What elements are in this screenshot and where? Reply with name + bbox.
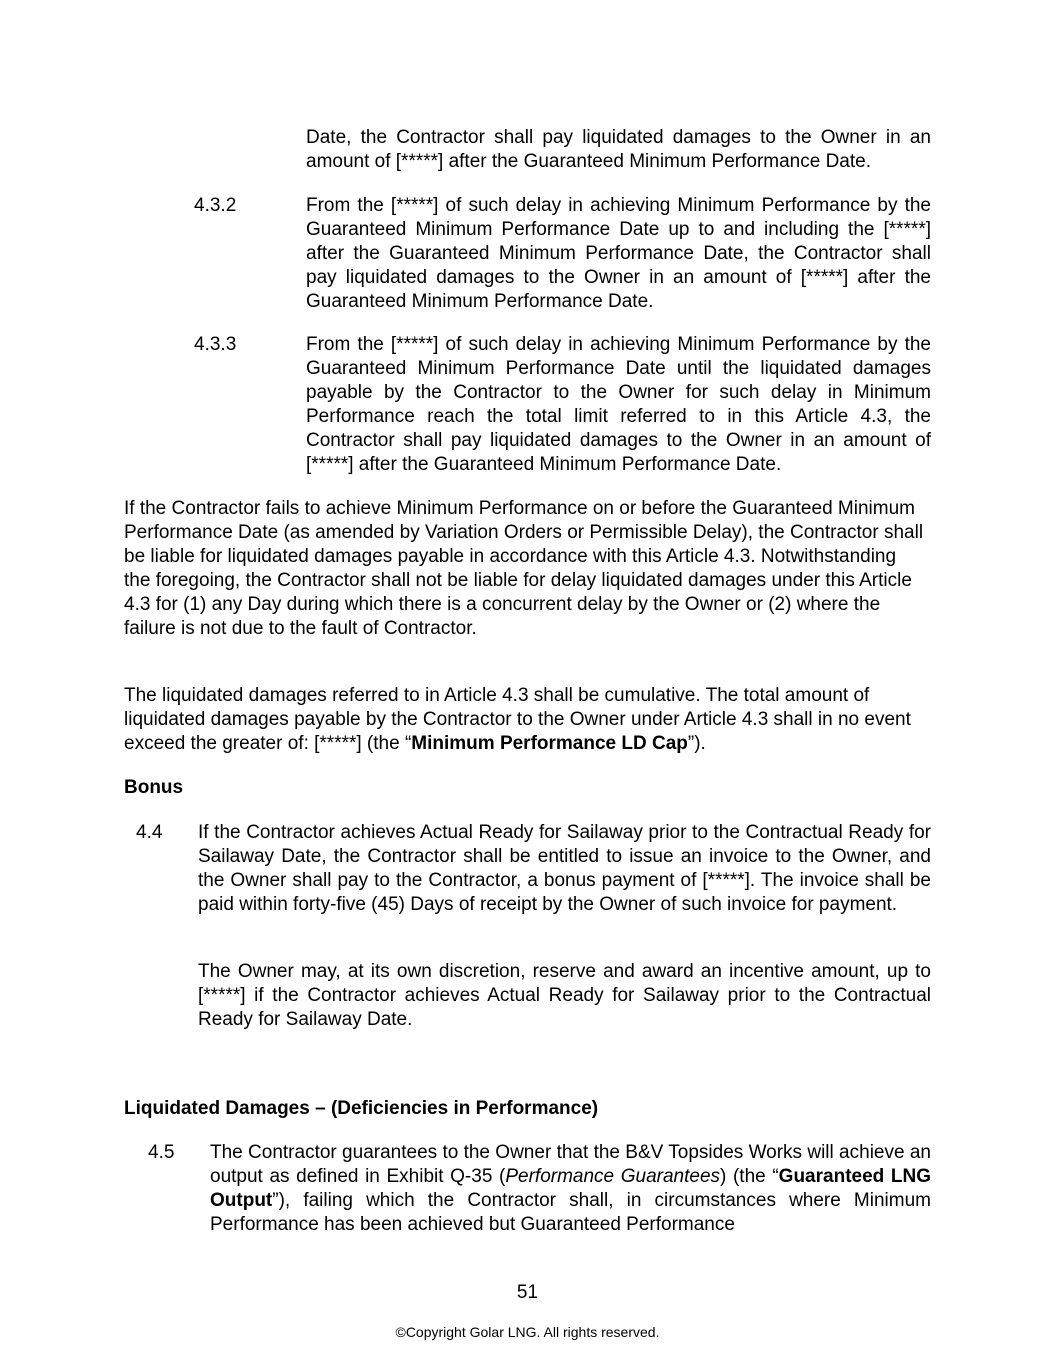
section-heading-ld-performance: Liquidated Damages – (Deficiencies in Performance) <box>124 1098 599 1119</box>
paragraph-failure: If the Contractor fails to achieve Minimum Performance on or before the Guaranteed Minimum Performance Date (as amended by Variation Orders or Permissible Delay), the Contractor shall be liable for liquidated damages payable in accordance with this Article 4.3. Notwithstanding the foregoing, the Contractor shall not be liable for delay liquidated damages under this Article 4.3 for (1) any Day during which there is a concurrent delay by the Owner or (2) where the failure is not due to the fault of Contractor. <box>124 498 924 639</box>
clause-4-5-text <box>210 1141 931 1237</box>
clause-number: 4.4 <box>136 822 163 843</box>
section-heading-bonus: Bonus <box>124 777 184 798</box>
clause-4-3-2-text: From the [*****] of such delay in achieving Minimum Performance by the Guaranteed Minimum Performance Date up to and including the [*****] after the Guaranteed Minimum Performance Date, the Contractor shall pay liquidated damages to the Owner in an amount of [*****] after the Guaranteed Minimum Performance Date. <box>306 195 931 312</box>
ld-cap-defined-term: Minimum Performance LD Cap <box>411 733 688 754</box>
guaranteed-lng-output-term: Guaranteed LNG Output <box>210 1166 931 1211</box>
ld-cap-text-after: ”). <box>687 733 706 754</box>
paragraph-ld-cap <box>124 684 934 756</box>
clause-4-3-3-text: From the [*****] of such delay in achieving Minimum Performance by the Guaranteed Minimum Performance Date until the liquidated damages payable by the Contractor to the Owner for such delay in Minimum Performance reach the total limit referred to in this Article 4.3, the Contractor shall pay liquidated damages to the Owner in an amount of [*****] after the Guaranteed Minimum Performance Date. <box>306 334 931 475</box>
clause-4-4-incentive-text: The Owner may, at its own discretion, reserve and award an incentive amount, up to [*****] if the Contractor achieves Actual Ready for Sailaway prior to the Contractual Ready for Sailaway Date. <box>198 961 931 1030</box>
clause-4-5-part1: The Contractor guarantees to the Owner that the B&V Topsides Works will achieve an output as defined in Exhibit Q-35 ( <box>210 1142 931 1187</box>
clause-number: 4.5 <box>148 1142 175 1163</box>
clause-4-4-text: If the Contractor achieves Actual Ready for Sailaway prior to the Contractual Ready for Sailaway Date, the Contractor shall be entitled to issue an invoice to the Owner, and the Owner shall pay to the Contractor, a bonus payment of [*****]. The invoice shall be paid within forty-five (45) Days of receipt by the Owner of such invoice for payment. <box>198 822 931 915</box>
clause-number: 4.3.2 <box>194 195 237 216</box>
page-number: 51 <box>516 1282 539 1303</box>
clause-4-5-part2: ) (the “ <box>720 1166 779 1187</box>
clause-4-5-part3: ”), failing which the Contractor shall, in circumstances where Minimum Performance has been achieved but Guaranteed Performance <box>210 1190 931 1235</box>
clause-number: 4.3.3 <box>194 334 237 355</box>
paragraph-continuation: Date, the Contractor shall pay liquidated damages to the Owner in an amount of [*****] after the Guaranteed Minimum Performance Date. <box>306 127 931 172</box>
ld-cap-text-before: The liquidated damages referred to in Article 4.3 shall be cumulative. The total amount of liquidated damages payable by the Contractor to the Owner under Article 4.3 shall in no event exceed the greater of: [*****] (the “ <box>124 685 911 754</box>
copyright-footer: ©Copyright Golar LNG. All rights reserved. <box>395 1324 660 1340</box>
performance-guarantees-term: Performance Guarantees <box>505 1166 721 1187</box>
